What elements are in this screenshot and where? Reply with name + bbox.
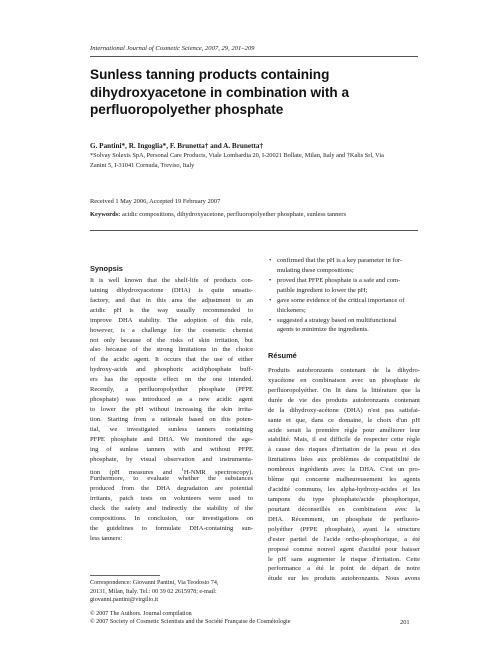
bullet-text: confirmed that the pH is a key parameter in for- xyxy=(277,257,403,264)
title-line: Sunless tanning products containing xyxy=(90,67,330,82)
text-line: also because of the strong limitations in the choice xyxy=(90,346,253,354)
text-line: perfluoropolyéther. On lit dans la littérature que la xyxy=(268,386,420,394)
bullet-text: gave some evidence of the critical importance of xyxy=(277,296,405,304)
text-line: limitations liées aux problèmes de compatibilité de xyxy=(268,456,420,464)
text-line: Furthermore, to evaluate whether the substances xyxy=(90,475,253,483)
text-line: to lower the pH without increasing the skin irrita- xyxy=(90,405,253,413)
text-line: sante et que, dans ce domaine, le choix d'un pH xyxy=(268,416,420,424)
text-line: check the safety and indirectly the stability of the xyxy=(90,505,253,513)
bullet-text: thickeners; xyxy=(277,306,306,314)
bullet-icon: • xyxy=(269,296,272,304)
text-line: acidic pH is the way usually recommended to xyxy=(90,306,253,314)
bullet-item-continuation xyxy=(268,286,420,296)
text-line: pourtant déconseillés en combinaison avec la xyxy=(268,505,420,513)
bullet-icon: • xyxy=(269,257,272,264)
text-line: durée de vie des produits autobronzants contenant xyxy=(268,396,420,404)
text-line: produced from the DHA degradation are potential xyxy=(90,485,253,493)
text-line: xyacétone en combinaison avec un phosphate de xyxy=(268,376,420,384)
text-line: acide serait la première règle pour améliorer leur xyxy=(268,426,420,434)
title-line: dihydroxyacetone in combination with a xyxy=(90,84,350,100)
journal-header: International Journal of Cosmetic Science, 2007, 29, 201–209 xyxy=(90,45,255,52)
synopsis-heading: Synopsis xyxy=(90,264,123,273)
text-line: factory, and that in this area the adjustment to an xyxy=(90,296,253,304)
text-line: phosphate, by visual observation and instrumenta- xyxy=(90,455,253,463)
page-number: 201 xyxy=(400,619,410,626)
title-line: perfluoropolyether phosphate xyxy=(90,102,284,117)
bullet-text: suggested a strategy based on multifunctional xyxy=(277,316,397,324)
text-line: PFPE phosphate and DHA. We monitored the age- xyxy=(90,435,253,443)
bullet-text: agents to minimize the ingredients. xyxy=(277,326,369,334)
text-line: ers has the opposite effect on the one intended. xyxy=(90,376,253,384)
text-line: the guidelines to formulate DHA-containing sun- xyxy=(90,525,253,533)
correspondence xyxy=(90,579,218,605)
bullet-text: proved that PFPE phosphate is a safe and com- xyxy=(277,276,401,284)
text-line: tion. Starting from a rationale based on this poten- xyxy=(90,415,253,423)
copyright-society-line: © 2007 Society of Cosmetic Scientists and the Société Française de Cosmétologie xyxy=(90,619,291,625)
resume-body xyxy=(268,366,420,584)
text-line: however, is a challenge for the cosmetic chemist xyxy=(90,326,253,334)
bullet-text: mulating these compositions; xyxy=(277,266,354,274)
text-line: Produits autobronzants contenant de la dihydro- xyxy=(268,367,420,374)
text-line: d'ester partiel de l'acide ortho-phosphorique, a été xyxy=(268,535,420,543)
text-line: phosphate) was introduced as a new acidic agent xyxy=(90,396,253,404)
text-line: polyéther (PFPE phosphate), ayant la structure xyxy=(268,525,420,533)
text-line: Recently, a perfluoropolyether phosphate (PFPE xyxy=(90,386,253,394)
article-title xyxy=(90,66,420,119)
footnote-divider xyxy=(90,575,160,576)
text-line: DHA. Récemment, un phosphate de perfluoro- xyxy=(268,515,420,523)
text-line: not only because of the risks of skin irritation, but xyxy=(90,336,253,344)
text-line: de la dihydroxy-acétone (DHA) n'est pas satisfai- xyxy=(268,406,420,414)
text-line: tion (pH measures and $^1$H-NMR spectroscopy). xyxy=(90,466,253,476)
text-line: It is well known that the shelf-life of products con- xyxy=(90,277,253,284)
affiliation xyxy=(90,151,420,170)
text-line: less tanners: xyxy=(90,534,123,542)
bullet-item-continuation xyxy=(268,325,420,335)
keywords-text: acidic compositions, dihydroxyacetone, perfluoropolyether phosphate, sunless tanners xyxy=(120,211,346,218)
received-dates: Received 1 May 2006, Accepted 19 February 2007 xyxy=(90,198,221,205)
bullet-item xyxy=(268,276,420,286)
keywords xyxy=(90,211,346,218)
authors: G. Pantini*, R. Ingoglia*, F. Brunetta† and A. Brunetta† xyxy=(90,142,264,150)
header-rule xyxy=(90,56,418,57)
text-line: le pH sans augmenter le risque d'irritation. Cette xyxy=(268,555,420,563)
text-line: stabilité. Mais, il est difficile de respecter cette règle xyxy=(268,436,420,444)
text-line: tampons du type phosphate/acide phosphorique, xyxy=(268,495,420,503)
bullet-text: patible ingredient to lower the pH; xyxy=(277,286,368,294)
text-line: hydroxy-acids and phosphoric acid/phosphate buff- xyxy=(90,366,253,374)
bullet-icon: • xyxy=(269,276,272,284)
text-line: à cause des risques d'irritation de la peau et des xyxy=(268,446,420,454)
text-line: d'acidité communs, les alpha-hydroxy-acides et les xyxy=(268,486,420,494)
bullet-item xyxy=(268,256,420,266)
affiliation-line: Zanini 5, I-31041 Cornuda, Treviso, Italy xyxy=(90,161,195,169)
keywords-label: Keywords: xyxy=(90,211,121,218)
bullet-item-continuation xyxy=(268,266,420,276)
resume-heading: Résumé xyxy=(268,351,297,360)
text-line: compositions. In conclusion, our investigations on xyxy=(90,515,253,523)
bullet-item xyxy=(268,316,420,326)
affiliation-line: *Solvay Solexis SpA, Personal Care Products, Viale Lombardia 20, I-20021 Bollate, Milan, Italy and †Kalis Srl, Via xyxy=(90,152,384,159)
text-line: étude sur les produits autobronzants. Nous avons xyxy=(268,575,420,583)
text-line: tial, we investigated sunless tanners containing xyxy=(90,425,253,433)
text-line: improve DHA stability. The adoption of this rule, xyxy=(90,316,253,324)
bullet-item xyxy=(268,296,420,306)
text-line: taining dihydroxyacetone (DHA) is quite unsatis- xyxy=(90,286,253,294)
text-line: performance a été le point de départ de notre xyxy=(268,565,420,573)
correspondence-line: 20131, Milan, Italy. Tel.: 00 39 02 2615978; e-mail: xyxy=(90,588,217,595)
text-line: nombreux ingrédients avec la DHA. C'est un pro- xyxy=(268,466,420,474)
keywords-rule xyxy=(90,230,418,231)
bullet-item-continuation xyxy=(268,306,420,316)
correspondence-line: Correspondence: Giovanni Pantini, Via Teodosio 74, xyxy=(90,580,219,586)
text-line: ing of sunless tanners with and without PFPE xyxy=(90,445,253,453)
text-line: of the acidic agent. It occurs that the use of either xyxy=(90,356,253,364)
bullet-icon: • xyxy=(269,316,272,324)
correspondence-email[interactable]: giovanni.pantini@virgilio.it xyxy=(90,597,159,603)
conclusions-list xyxy=(268,256,420,335)
text-line: proposé comme nouvel agent d'acidité pour baisser xyxy=(268,545,420,553)
text-line: irritants, patch tests on volunteers were used to xyxy=(90,495,253,503)
text-line: blème qui concerne malheureusement les agents xyxy=(268,476,420,484)
copyright-line: © 2007 The Authors. Journal compilation xyxy=(90,611,192,617)
synopsis-body xyxy=(90,276,253,544)
